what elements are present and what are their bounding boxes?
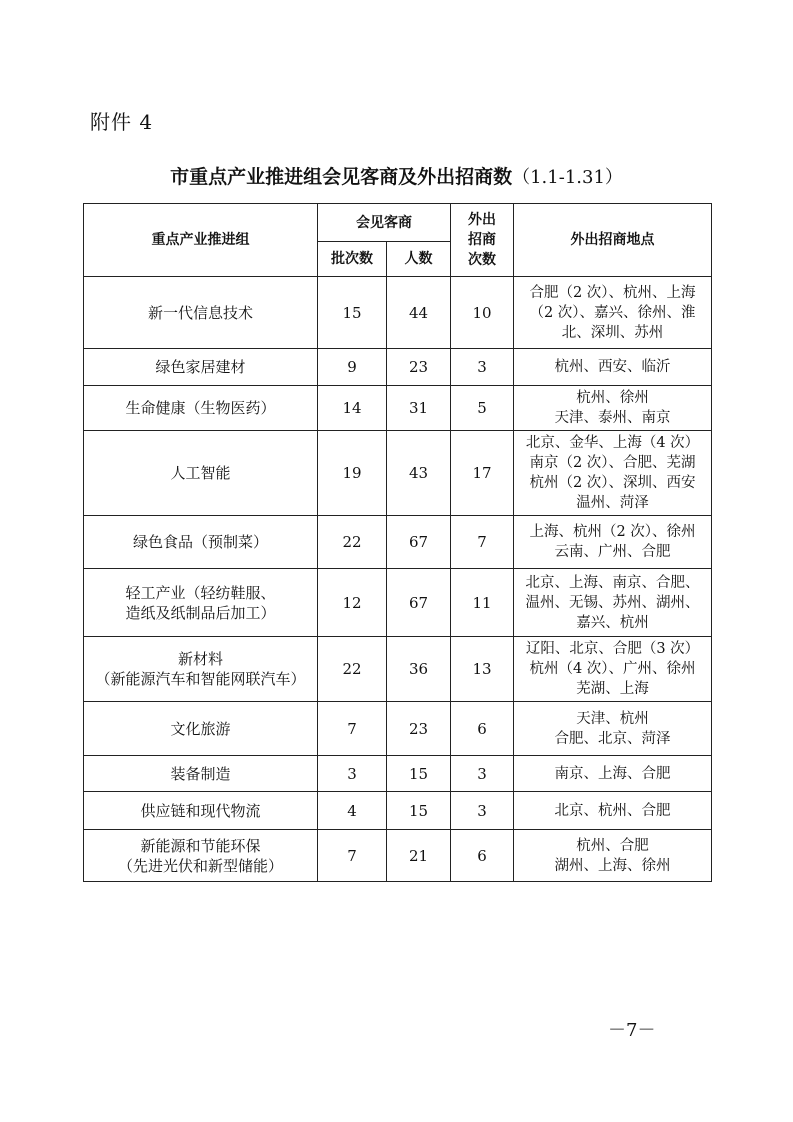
header-meet: 会见客商 [318,204,451,242]
cell-people: 31 [387,386,451,431]
cell-locations [514,702,712,756]
cell-trips: 17 [451,431,514,516]
group-line: 绿色家居建材 [155,358,246,376]
header-trips-line: 招商 [468,232,496,248]
header-trips-line: 次数 [468,252,496,268]
cell-batches: 4 [318,792,387,830]
page-title [0,162,793,189]
cell-trips: 10 [451,277,514,349]
group-line: 装备制造 [170,764,231,783]
table-row [84,756,712,792]
location-line: 杭州、徐州 [576,390,649,406]
location-line: 合肥（2 次）、杭州、上海 [529,284,696,301]
table-row [84,516,712,569]
cell-batches: 7 [318,830,387,882]
cell-locations [514,349,712,386]
location-line: 天津、泰州、南京 [554,410,671,426]
cell-group [84,792,318,830]
group-line: 绿色食品（预制菜） [132,533,268,551]
location-line: 杭州（2 次）、深圳、西安 [529,475,696,491]
cell-trips: 7 [451,516,514,569]
cell-group [84,277,318,349]
table-row [84,386,712,431]
cell-group [84,516,318,569]
cell-trips: 3 [451,349,514,386]
group-line: 新能源和节能环保 [140,836,261,855]
group-line: 文化旅游 [170,719,231,738]
location-line: 杭州（4 次）、广州、徐州 [529,661,696,677]
location-line: 温州、菏泽 [576,495,649,511]
header-batches: 批次数 [318,242,387,277]
cell-group [84,349,318,386]
table-row [84,792,712,830]
attachment-label: 附件 4 [90,110,154,134]
cell-locations [514,277,712,349]
group-line: 人工智能 [170,464,231,482]
table-row [84,349,712,386]
table-row [84,830,712,882]
group-line: 新材料 [177,650,223,668]
cell-batches: 22 [318,516,387,569]
header-people: 人数 [387,242,451,277]
cell-batches: 19 [318,431,387,516]
investment-table [83,203,712,882]
table-row [84,569,712,637]
cell-locations [514,792,712,830]
location-line: 上海、杭州（2 次）、徐州 [529,524,696,540]
cell-people: 36 [387,637,451,702]
page-number: －7－ [608,1020,656,1041]
cell-trips: 6 [451,830,514,882]
group-line: （新能源汽车和智能网联汽车） [95,670,306,688]
cell-trips: 6 [451,702,514,756]
location-line: 辽阳、北京、合肥（3 次） [525,641,700,657]
location-line: 北京、上海、南京、合肥、 [525,574,700,591]
cell-batches: 14 [318,386,387,431]
cell-group [84,830,318,882]
cell-locations [514,431,712,516]
header-locations: 外出招商地点 [514,204,712,277]
location-line: 温州、无锡、苏州、湖州、 [525,594,700,611]
location-line: 合肥、北京、菏泽 [554,730,671,747]
cell-locations [514,637,712,702]
cell-people: 67 [387,516,451,569]
cell-group [84,431,318,516]
cell-locations [514,516,712,569]
cell-trips: 13 [451,637,514,702]
cell-locations [514,830,712,882]
location-line: 南京、上海、合肥 [554,765,671,782]
cell-locations [514,569,712,637]
cell-batches: 3 [318,756,387,792]
table-row [84,637,712,702]
cell-locations [514,756,712,792]
cell-people: 23 [387,349,451,386]
header-group: 重点产业推进组 [84,204,318,277]
table-row [84,431,712,516]
table-body [84,277,712,882]
header-trips-line: 外出 [468,212,496,228]
title-range: （1.1-1.31） [512,167,623,188]
location-line: 湖州、上海、徐州 [554,857,671,874]
group-line: 供应链和现代物流 [140,801,261,820]
group-line: 轻工产业（轻纺鞋服、 [125,583,276,602]
location-line: 北京、金华、上海（4 次） [525,435,700,451]
cell-batches: 12 [318,569,387,637]
location-line: 杭州、合肥 [576,837,649,854]
cell-group [84,569,318,637]
title-main: 市重点产业推进组会见客商及外出招商数 [170,166,513,188]
cell-batches: 15 [318,277,387,349]
location-line: 天津、杭州 [576,710,649,727]
table-row [84,277,712,349]
cell-group [84,756,318,792]
location-line: 南京（2 次）、合肥、芜湖 [529,455,696,471]
group-line: 新一代信息技术 [147,303,253,322]
cell-batches: 9 [318,349,387,386]
cell-trips: 11 [451,569,514,637]
location-line: 北京、杭州、合肥 [554,802,671,819]
group-line: （先进光伏和新型储能） [117,856,283,875]
cell-trips: 3 [451,792,514,830]
cell-locations [514,386,712,431]
location-line: 北、深圳、苏州 [561,324,664,341]
group-line: 造纸及纸制品后加工） [125,603,276,622]
cell-people: 23 [387,702,451,756]
group-line: 生命健康（生物医药） [125,399,276,417]
cell-people: 67 [387,569,451,637]
table-row [84,702,712,756]
cell-people: 21 [387,830,451,882]
location-line: 嘉兴、杭州 [576,614,649,631]
cell-group [84,637,318,702]
cell-people: 15 [387,792,451,830]
cell-people: 43 [387,431,451,516]
cell-group [84,386,318,431]
location-line: 云南、广州、合肥 [554,544,671,560]
location-line: 芜湖、上海 [576,681,649,697]
cell-people: 15 [387,756,451,792]
location-line: （2 次）、嘉兴、徐州、淮 [529,304,696,321]
cell-people: 44 [387,277,451,349]
cell-batches: 7 [318,702,387,756]
location-line: 杭州、西安、临沂 [554,359,671,375]
cell-trips: 3 [451,756,514,792]
header-trips [451,204,514,277]
cell-batches: 22 [318,637,387,702]
cell-trips: 5 [451,386,514,431]
cell-group [84,702,318,756]
